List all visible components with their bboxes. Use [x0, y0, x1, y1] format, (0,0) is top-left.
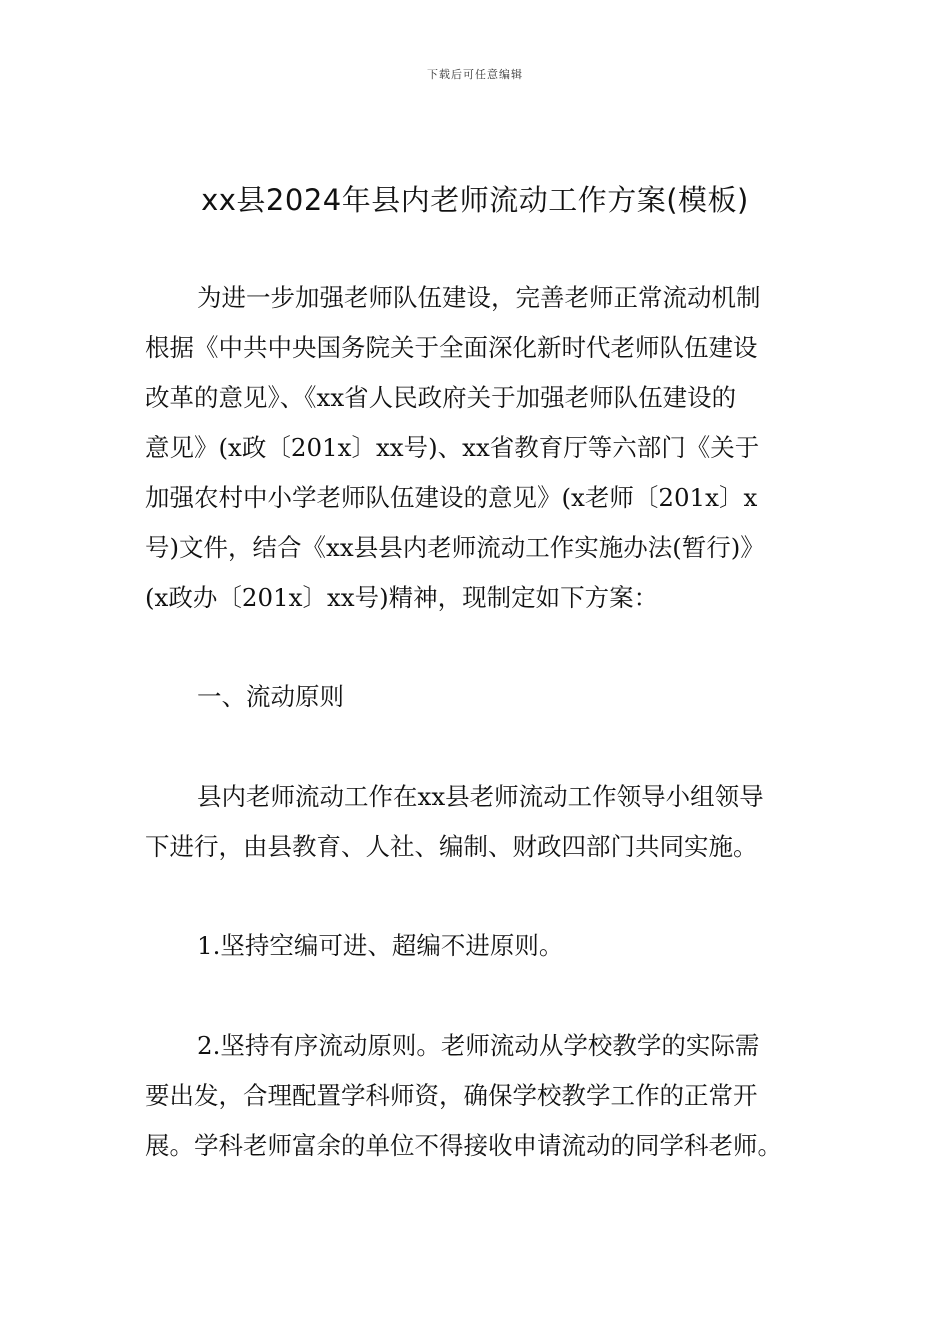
intro-paragraph — [145, 273, 810, 623]
section-heading-text: 一、流动原则 — [197, 682, 344, 711]
section-paragraph — [145, 772, 810, 872]
section-heading — [145, 672, 810, 722]
header-note: 下载后可任意编辑 — [427, 68, 523, 81]
intro-line: (x政办〔201x〕xx号)精神，现制定如下方案： — [145, 583, 659, 612]
list-item-line: 要出发，合理配置学科师资，确保学校教学工作的正常开 — [145, 1081, 758, 1110]
list-item-line: 展。学科老师富余的单位不得接收申请流动的同学科老师。 — [145, 1131, 782, 1160]
intro-line: 号)文件，结合《xx县县内老师流动工作实施办法(暂行)》 — [145, 533, 765, 562]
document-title: xx县2024年县内老师流动工作方案(模板) — [201, 183, 749, 217]
intro-line: 为进一步加强老师队伍建设，完善老师正常流动机制 — [197, 283, 761, 312]
list-item-2 — [145, 1021, 810, 1171]
intro-line: 加强农村中小学老师队伍建设的意见》(x老师〔201x〕x — [145, 483, 758, 512]
list-item-line: 2.坚持有序流动原则。老师流动从学校教学的实际需 — [197, 1031, 760, 1060]
intro-line: 根据《中共中央国务院关于全面深化新时代老师队伍建设 — [145, 333, 758, 362]
section-line: 下进行，由县教育、人社、编制、财政四部门共同实施。 — [145, 832, 758, 861]
list-item-1 — [145, 921, 810, 971]
intro-line: 改革的意见》、《xx省人民政府关于加强老师队伍建设的 — [145, 383, 737, 412]
intro-line: 意见》(x政〔201x〕xx号)、xx省教育厅等六部门《关于 — [145, 433, 760, 462]
section-line: 县内老师流动工作在xx县老师流动工作领导小组领导 — [197, 782, 764, 811]
list-item-text: 1.坚持空编可进、超编不进原则。 — [197, 931, 564, 960]
